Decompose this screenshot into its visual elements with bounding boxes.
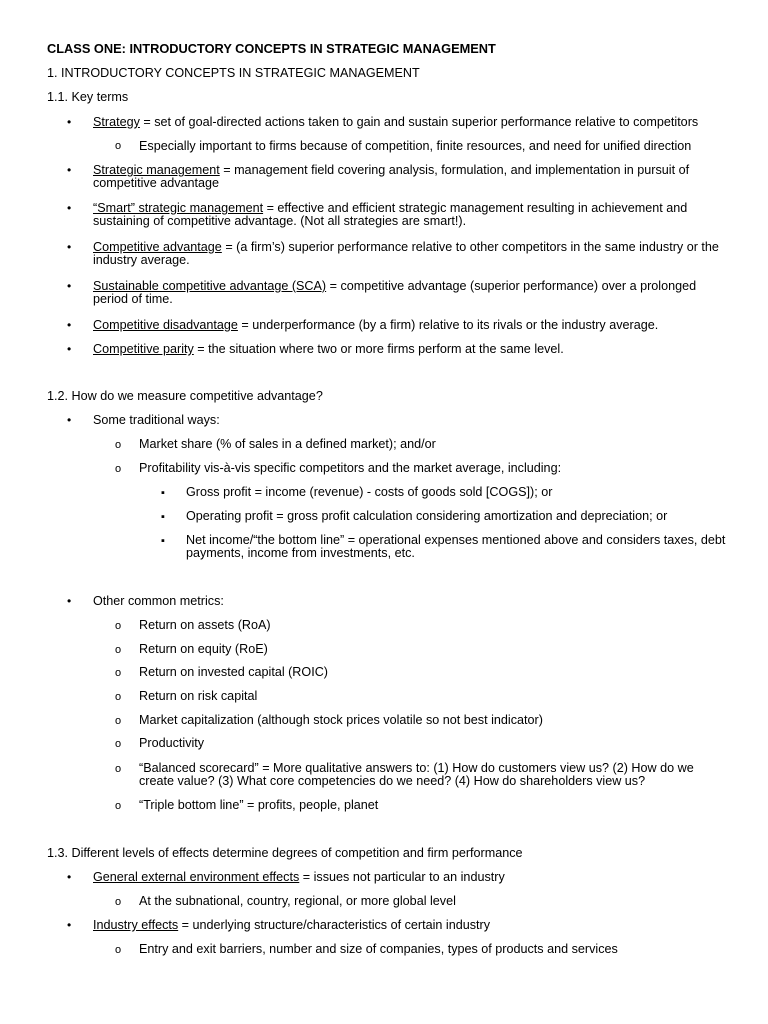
list-item: At the subnational, country, regional, or more global level bbox=[139, 894, 456, 908]
term-competitive-disadvantage: Competitive disadvantage bbox=[93, 318, 238, 332]
bullet-icon bbox=[67, 319, 71, 332]
circle-bullet-icon bbox=[115, 799, 121, 813]
circle-bullet-icon bbox=[115, 690, 121, 704]
list-item: Market capitalization (although stock prices volatile so not best indicator) bbox=[139, 713, 543, 727]
list-item bbox=[93, 164, 723, 190]
circle-bullet-icon bbox=[115, 462, 121, 476]
square-bullet-icon bbox=[161, 486, 165, 500]
list-item: Entry and exit barriers, number and size of companies, types of products and services bbox=[139, 942, 618, 956]
term-strategic-management: Strategic management bbox=[93, 163, 220, 177]
document-title: CLASS ONE: INTRODUCTORY CONCEPTS IN STRATEGIC MANAGEMENT bbox=[47, 41, 496, 56]
list-item bbox=[93, 871, 723, 884]
list-item: Return on assets (RoA) bbox=[139, 618, 271, 632]
list-item: Gross profit = income (revenue) - costs of goods sold [COGS]); or bbox=[186, 485, 553, 499]
bullet-icon bbox=[67, 116, 71, 129]
term-general-external-environment: General external environment effects bbox=[93, 870, 300, 884]
term-industry-effects: Industry effects bbox=[93, 918, 179, 932]
list-item: Net income/“the bottom line” = operational expenses mentioned above and considers taxes, debt payments, income from investments, etc. bbox=[186, 533, 726, 560]
term-competitive-parity: Competitive parity bbox=[93, 342, 194, 356]
list-item bbox=[93, 280, 723, 306]
circle-bullet-icon bbox=[115, 737, 121, 751]
subsection-heading: 1.2. How do we measure competitive advantage? bbox=[47, 389, 323, 403]
subsection-heading: 1.1. Key terms bbox=[47, 90, 129, 104]
list-item: Return on equity (RoE) bbox=[139, 642, 268, 656]
list-item bbox=[93, 919, 723, 932]
definition: = set of goal-directed actions taken to gain and sustain superior performance relative to competitors bbox=[139, 115, 699, 129]
definition: = competitive advantage (superior performance) over a prolonged period of time. bbox=[93, 279, 697, 306]
circle-bullet-icon bbox=[115, 619, 121, 633]
list-item: Operating profit = gross profit calculation considering amortization and depreciation; or bbox=[186, 509, 668, 523]
circle-bullet-icon bbox=[115, 666, 121, 680]
list-item: Return on risk capital bbox=[139, 689, 258, 703]
circle-bullet-icon bbox=[115, 762, 121, 776]
list-item: Other common metrics: bbox=[93, 594, 224, 608]
bullet-icon bbox=[67, 280, 71, 293]
bullet-icon bbox=[67, 202, 71, 215]
list-item: Productivity bbox=[139, 736, 205, 750]
list-item: “Balanced scorecard” = More qualitative answers to: (1) How do customers view us? (2) How do we create value? (3) What core competencies do we need? (4) How do shareholders view us? bbox=[139, 761, 694, 788]
circle-bullet-icon bbox=[115, 643, 121, 657]
list-item: Market share (% of sales in a defined market); and/or bbox=[139, 437, 436, 451]
list-item: Especially important to firms because of competition, finite resources, and need for unified direction bbox=[139, 139, 692, 153]
square-bullet-icon bbox=[161, 534, 165, 548]
definition: = effective and efficient strategic management resulting in achievement and sustaining of competitive advantage. (Not all strategies are smart!). bbox=[93, 201, 688, 228]
circle-bullet-icon bbox=[115, 139, 121, 153]
term-smart-strategic-management: “Smart” strategic management bbox=[93, 201, 264, 215]
list-item: Profitability vis-à-vis specific competitors and the market average, including: bbox=[139, 461, 562, 475]
list-item bbox=[93, 241, 723, 267]
bullet-icon bbox=[67, 343, 71, 356]
list-item: Some traditional ways: bbox=[93, 413, 220, 427]
definition: = issues not particular to an industry bbox=[299, 870, 505, 884]
square-bullet-icon bbox=[161, 510, 165, 524]
bullet-icon bbox=[67, 871, 71, 884]
section-heading: 1. INTRODUCTORY CONCEPTS IN STRATEGIC MANAGEMENT bbox=[47, 66, 420, 80]
list-item bbox=[93, 319, 723, 332]
subsection-heading: 1.3. Different levels of effects determine degrees of competition and firm performance bbox=[47, 846, 523, 860]
definition: = underperformance (by a firm) relative to its rivals or the industry average. bbox=[237, 318, 659, 332]
list-item: Return on invested capital (ROIC) bbox=[139, 665, 328, 679]
circle-bullet-icon bbox=[115, 943, 121, 957]
bullet-icon bbox=[67, 595, 71, 608]
list-item: “Triple bottom line” = profits, people, planet bbox=[139, 798, 379, 812]
circle-bullet-icon bbox=[115, 714, 121, 728]
bullet-icon bbox=[67, 241, 71, 254]
term-strategy: Strategy bbox=[93, 115, 140, 129]
list-item bbox=[93, 343, 723, 356]
circle-bullet-icon bbox=[115, 438, 121, 452]
list-item bbox=[93, 202, 723, 228]
bullet-icon bbox=[67, 919, 71, 932]
bullet-icon bbox=[67, 414, 71, 427]
bullet-icon bbox=[67, 164, 71, 177]
circle-bullet-icon bbox=[115, 895, 121, 909]
term-sca: Sustainable competitive advantage (SCA) bbox=[93, 279, 327, 293]
definition: = underlying structure/characteristics of certain industry bbox=[178, 918, 491, 932]
definition: = management field covering analysis, formulation, and implementation in pursuit of competitive advantage bbox=[93, 163, 690, 190]
definition: = the situation where two or more firms perform at the same level. bbox=[193, 342, 564, 356]
definition: = (a firm’s) superior performance relative to other competitors in the same industry or the industry average. bbox=[93, 240, 719, 267]
term-competitive-advantage: Competitive advantage bbox=[93, 240, 222, 254]
list-item bbox=[93, 116, 723, 129]
